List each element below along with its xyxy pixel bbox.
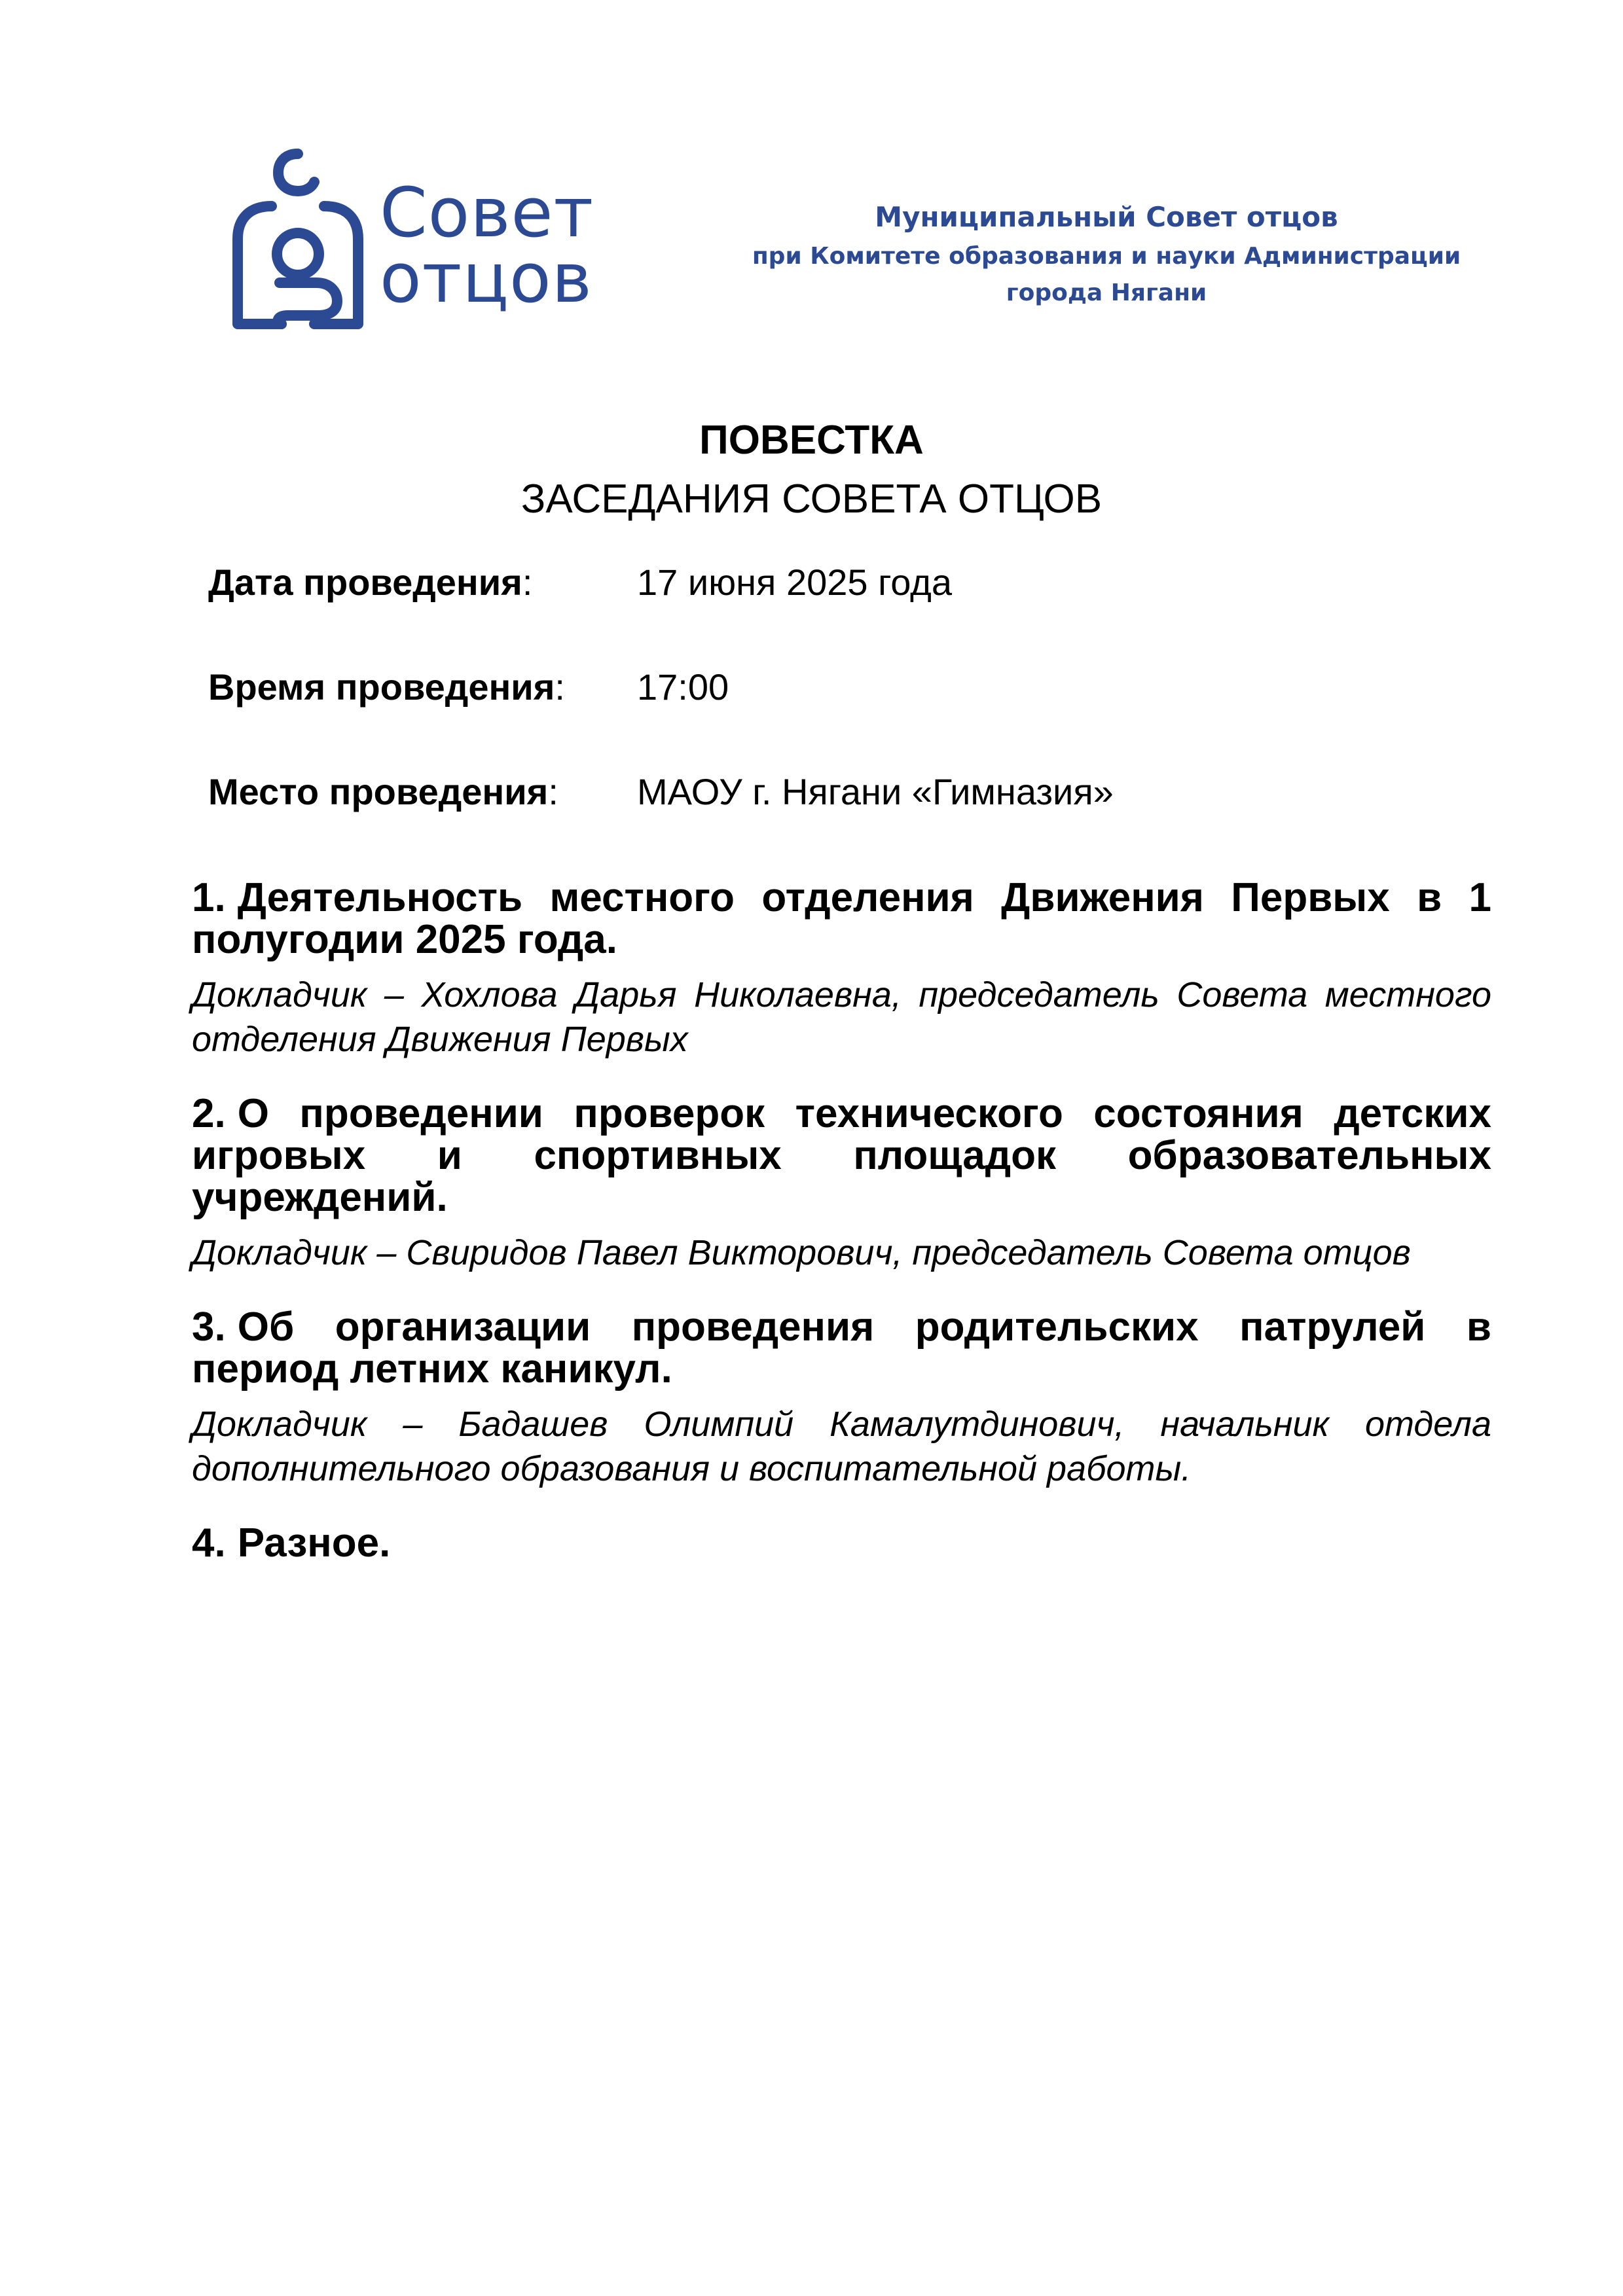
logo-line-2: отцов [380,238,593,318]
agenda-item-speaker: Докладчик – Бадашев Олимпий Камалутдинович, начальник отдела дополнительного образования и воспитательной работы. [192,1405,1491,1488]
agenda-item-number: 4. [192,1520,226,1566]
time-row [208,661,1452,766]
place-row [208,766,1452,870]
place-label: Место проведения: [208,771,558,812]
organization-name [714,196,1499,312]
agenda-item-number: 3. [192,1304,226,1350]
father-child-icon [232,144,363,334]
document-subtitle: ЗАСЕДАНИЯ СОВЕТА ОТЦОВ [520,476,1103,522]
date-value: 17 июня 2025 года [637,562,953,603]
agenda-item-number: 2. [192,1091,226,1136]
agenda-item-title: 1. Деятельность местного отделения Движения Первых в 1 полугодии 2025 года. [192,875,1491,962]
agenda-item-title: 2. О проведении проверок технического состояния детских игровых и спортивных площадок образовательных учреждений. [192,1091,1491,1220]
date-label: Дата проведения: [208,562,533,603]
agenda-item-number: 1. [192,875,226,920]
document-title: ПОВЕСТКА [699,418,924,463]
agenda-item [192,1093,1491,1275]
agenda-list [192,877,1491,1596]
time-value: 17:00 [637,666,729,708]
logo [232,144,638,334]
agenda-item-speaker: Докладчик – Хохлова Дарья Николаевна, председатель Совета местного отделения Движения Первых [192,975,1491,1059]
meeting-details [208,556,1452,870]
agenda-item-title: 4. Разное. [192,1520,391,1566]
organization-line-2: при Комитете образования и науки Администрации города Нягани [752,243,1461,306]
agenda-item-title: 3. Об организации проведения родительских патрулей в период летних каникул. [192,1304,1491,1391]
page-header [0,0,1623,367]
organization-line-1: Муниципальный Совет отцов [875,201,1338,233]
agenda-item [192,1522,1491,1564]
title-block [0,411,1623,529]
time-label: Время проведения: [208,666,565,708]
place-value: МАОУ г. Нягани «Гимназия» [637,771,1114,812]
logo-text [380,173,594,318]
agenda-item-speaker: Докладчик – Свиридов Павел Викторович, председатель Совета отцов [192,1233,1411,1272]
agenda-item [192,877,1491,1062]
agenda-item [192,1306,1491,1491]
date-row [208,556,1452,661]
logo-line-1: Совет [380,173,594,253]
